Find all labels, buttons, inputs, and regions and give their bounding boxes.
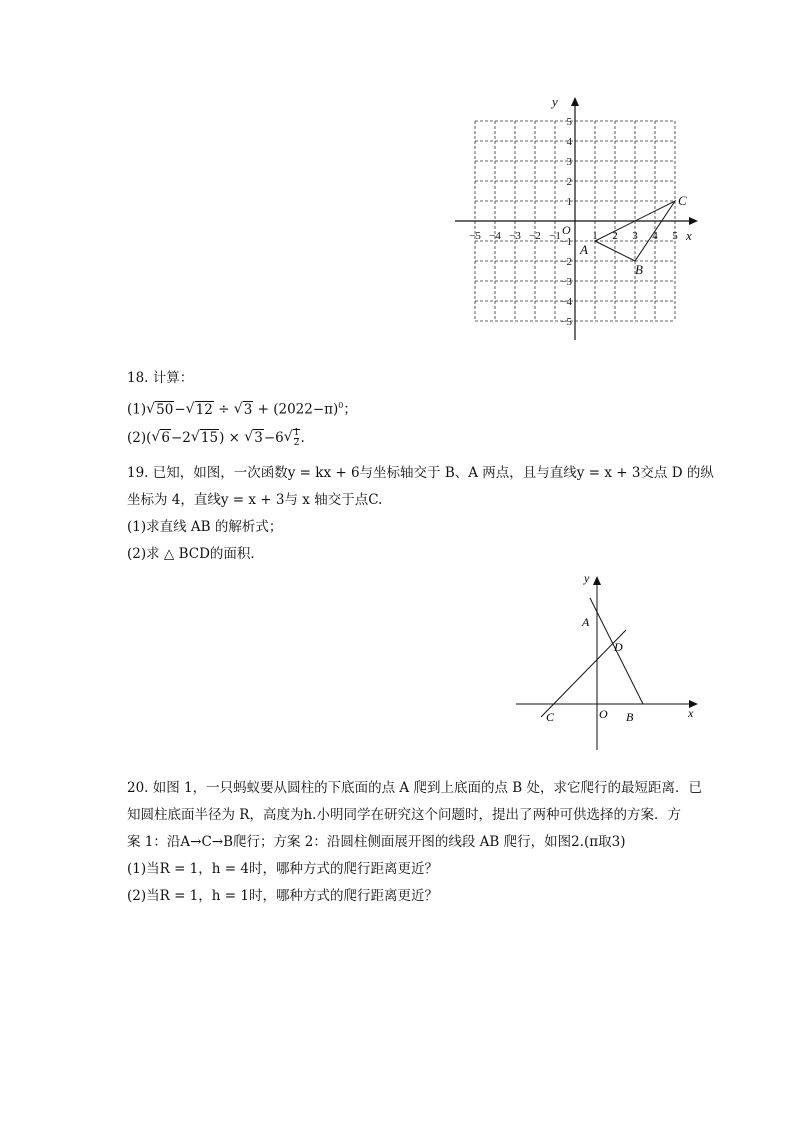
q18-p1-div: ÷: [213, 401, 234, 418]
origin-label: O: [599, 707, 608, 721]
label-d: D: [614, 640, 623, 654]
y-tick-label: −1: [560, 236, 572, 248]
tick-labels: [469, 116, 678, 328]
y-tick-label: 2: [566, 176, 572, 188]
q18-p1-exp: 0: [338, 401, 344, 410]
q18-p1-minus: −: [174, 401, 186, 418]
y-tick-label: 5: [566, 116, 572, 128]
point-label-c: C: [678, 193, 687, 208]
q18-part1: [127, 396, 357, 420]
y-tick-label: −4: [560, 296, 572, 308]
x-tick-label: 4: [652, 230, 658, 242]
point-label-b: B: [635, 262, 643, 277]
q18-p2-mid: −2: [170, 430, 191, 446]
label-c: C: [546, 710, 555, 724]
y-axis-arrow-icon: [593, 576, 601, 585]
y-axis-label: y: [584, 571, 590, 585]
y-axis-label: y: [552, 94, 558, 109]
x-tick-label: 2: [612, 230, 618, 242]
q18-p2-minus6: −6: [263, 430, 284, 446]
y-tick-label: 4: [566, 136, 572, 148]
q18-p2-end: .: [300, 430, 305, 446]
point-label-a: A: [580, 242, 588, 257]
sqrt-50: √ 50: [146, 400, 174, 420]
sqrt-15: √ 15: [191, 428, 219, 448]
coordinate-grid-figure: [450, 92, 710, 347]
q18-p2-prefix: (2)(: [127, 430, 152, 446]
x-tick-label: 5: [672, 230, 678, 242]
sqrt-12: √ 12: [186, 400, 214, 420]
x-axis-arrow-icon: [689, 217, 698, 225]
q18-p2-close: ) ×: [219, 430, 245, 446]
y-tick-label: −5: [560, 316, 572, 328]
x-tick-label: −5: [469, 230, 481, 242]
q20-line4: (1)当R = 1，h = 4时，哪种方式的爬行距离更近？: [127, 861, 438, 877]
label-a: A: [582, 615, 590, 629]
x-tick-label: −1: [549, 230, 561, 242]
y-tick-label: 1: [566, 196, 572, 208]
sqrt-6: √ 6: [151, 428, 171, 448]
q20-line3: 案 1：沿A→C→B爬行；方案 2：沿圆柱侧面展开图的线段 AB 爬行，如图2.(π取3): [127, 834, 626, 850]
q18-p1-rest: + (2022−π): [253, 401, 339, 418]
fraction-one-half: √ $\frac{1}{2}$: [293, 428, 300, 448]
q18-title: 18. 计算：: [127, 370, 194, 386]
x-tick-label: −4: [489, 230, 501, 242]
q19-line2: 坐标为 4，直线y = x + 3与 x 轴交于点C.: [127, 492, 383, 508]
y-tick-label: −2: [560, 256, 572, 268]
x-tick-label: 3: [632, 230, 638, 242]
axes: [455, 94, 698, 340]
label-b: B: [626, 710, 634, 724]
x-tick-label: 1: [592, 230, 598, 242]
x-tick-label: −3: [509, 230, 521, 242]
y-tick-label: 3: [566, 156, 572, 168]
y-axis-arrow-icon: [571, 97, 579, 106]
q18-part2: [127, 428, 305, 448]
q20-line2: 知圆柱底面半径为 R，高度为h.小明同学在研究这个问题时，提出了两种可供选择的方案．方: [127, 807, 681, 823]
x-axis-label: x: [686, 228, 692, 243]
q20-line5: (2)当R = 1，h = 1时，哪种方式的爬行距离更近？: [127, 888, 438, 904]
q20-line1: 20. 如图 1，一只蚂蚁要从圆柱的下底面的点 A 爬到上底面的点 B 处，求它爬行的最短距离．已: [127, 780, 702, 796]
origin-label: O: [562, 223, 571, 237]
x-axis-label: x: [688, 706, 694, 720]
sqrt-half: [284, 428, 301, 448]
q19-line3: (1)求直线 AB 的解析式；: [127, 519, 283, 535]
linear-functions-figure: [505, 565, 705, 755]
sqrt-3: √ 3: [234, 400, 254, 420]
q18-p1-end: ；: [343, 401, 357, 418]
q18-p1-prefix: (1): [127, 401, 147, 418]
x-tick-label: −2: [529, 230, 541, 242]
q19-line1: 19. 已知，如图，一次函数y = kx + 6与坐标轴交于 B、A 两点，且与直线y = x + 3交点 D 的纵: [127, 465, 714, 481]
y-tick-label: −3: [560, 276, 572, 288]
q19-line4: (2)求 △ BCD的面积．: [127, 546, 264, 562]
sqrt-3b: √ 3: [244, 428, 264, 448]
